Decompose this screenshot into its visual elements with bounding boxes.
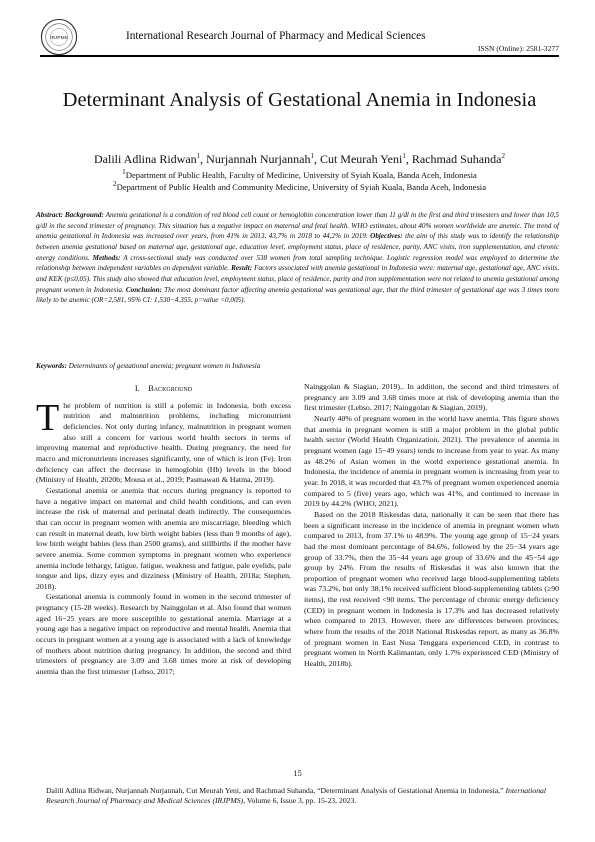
journal-logo [40,18,78,56]
paragraph: Based on the 2018 Riskesdas data, nationally it can be seen that there has been a significant increase in the incidence of anemia in pregnant women when compared to 2013, from 37.1% to 48.9%. The young age group of 15−24 years had the most dominant percentage of 84.6%, followed by the 25−34 years age group of 33.7%, then the 35−44 years age group of 33.6% and the 45−54 age group by 24%. From the results of Riskesdas it was also known that the proportion of pregnant women who received large blood-supplementing tablets was 73.2%, but only 38.1% received sufficient blood-supplementing tablets (≥90 items), the rest received <90 items. The percentage of chronic energy deficiency (CED) in pregnant women in Indonesia is 17.3% and has decreased relatively when compared to 2013. However, there are differences between provinces, where from the results of the 2018 National Riskesdas report, as many as 36.8% of pregnant women in East Nusa Tenggara experienced CED, in contrast to pregnant women in North Kalimantan, only 1.7% experienced CED (Ministry of Health, 2018b). [304,509,559,669]
dropcap: T [36,396,60,439]
abstract-result: Factors associated with anemia gestational in Indonesia were: maternal age, gestational age, ANC visits, and KEK (p≤0,05). This study also showed that education level, employment status, place of residence, parity and iron supplementation were not related to anemia gestational among pregnant women in Indonesia. [36,264,560,294]
left-column [36,380,291,678]
journal-name: International Research Journal of Pharmacy and Medical Sciences [126,30,426,42]
keywords-label: Keywords: [36,362,67,370]
abstract-background: Anemia gestational is a condition of red blood cell count or hemoglobin concentration lower than 11 g/dl in the first and third trimesters and lower than 10,5 g/dl in the second trimester of pregnancy. This situation has a negative impact on maternal and fetal health. WHO estimates, about 40% women worldwide are anemic. The trend of anemia gestational in Indonesia was increased over years, from 41% in 2013, 43,7% in 2018 to 44,2% in 2019. [36,211,559,241]
abstract-conclusion: The most dominant factor affecting anemia gestational was gestational age, that the third trimester of gestational age was 3 times more likely to be anemic (OR=2,581, 95% CI: 1,530−4.355, p=value <0,005). [36,285,560,305]
affiliation-1 [40,168,559,180]
author-sup: 1 [402,152,406,160]
issn: ISSN (Online): 2581-3277 [478,44,559,53]
page-number: 15 [293,768,302,778]
result-label: Result: [231,264,253,273]
author-sup: 1 [196,152,201,160]
author-list: Dalili Adlina Ridwan$^1$, Nurjannah Nurjannah$^1$, Cut Meurah Yeni$^1$, Rachmad Suhanda$^2$ [94,152,505,166]
author-name: Nurjannah Nurjannah [206,152,311,166]
paper-title: Determinant Analysis of Gestational Anemia in Indonesia [62,89,537,111]
paragraph: Nainggolan & Siagian, 2019).. In addition, the second and third trimesters of pregnancy are 3.09 and 3.68 times more at risk of developing anemia than the first trimester (Lebso, 2017; Nainggolan & Siagian, 2019). [304,382,559,413]
author-name: Dalili Adlina Ridwan [94,152,197,166]
affiliation-2 [40,180,559,192]
author-sup: 2 [501,152,505,160]
section-heading: I. Background [134,384,193,393]
conclusion-label: Conclusion: [125,285,162,294]
abstract-methods: A cross-sectional study was conducted over 538 women from total sampling technique. Logistic regression model was employed to determine the relationship between independent variables on dependent variable. [36,253,560,273]
affiliation-text: Department of Public Health and Community Medicine, University of Syiah Kuala, Banda Aceh, Indonesia [116,181,487,192]
author-name: Cut Meurah Yeni [319,152,403,166]
paragraph [36,396,291,486]
abstract-label: Abstract: Background: [36,211,104,219]
paragraph: Gestational anemia is commonly found in women in the second trimester of pregnancy (15-28 weeks). Research by Nainggolan et al. Also found that women aged 16−25 years are more susceptible to gestational anemia. Marriage at a young age has a negative impact on reproductive and mental health. Anemia that occurs in pregnant women at a young age is associated with a lack of knowledge of mothers about nutrition during pregnancy. In addition, the second and third trimesters of pregnancy are 3.09 and 3.68 times more at risk of developing anemia than the first trimester (Lebso, 2017; [36,592,291,677]
header-rule [40,55,559,57]
right-column [304,382,559,670]
paragraph-text: he problem of nutrition is still a polemic in Indonesia, both excess nutrition and malnutrition problems, including micronutrient deficiencies. Not only during infancy, malnutrition in pregnant women also still a concern for various world health sectors in terms of improving maternal and reproductive health. During pregnancy, the need for macro and micronutrients increases significantly, one of which is iron (Fe). Iron deficiency can affect the decrease in hemoglobin (Hb) levels in the blood (Ministry of Health, 2020b; Mousa et al., 2019; Pasmawati & Hatma, 2019). [36,400,291,485]
abstract [36,210,559,306]
affiliation-sup: 1 [122,168,126,176]
methods-label: Methods: [92,253,121,262]
citation-journal: International Research Journal of Pharmacy and Medical Sciences (IRJPMS) [46,786,547,806]
svg-text:IRJPMS: IRJPMS [50,35,68,41]
citation-tail: , Volume 6, Issue 3, pp. 15-23, 2023. [243,796,357,806]
keywords [36,362,559,370]
paragraph: Gestational anemia or anemia that occurs during pregnancy is reported to have a negative impact on maternal and child health conditions, and can even increase the risk of maternal and perinatal death indirectly. The consequences that can occur in pregnant women with anemia are miscarriage, bleeding which can result in maternal death, low birth weight babies (less than 9 months of age), low birth weight babies (less than 2500 grams), and stillbirths if the mother have severe anemia. Some common symptoms in pregnant women who experience anemia include lethargy, fatigue, fatigue, weakness and fatigue, pale eyelids, pale tongue and lips, dizzy eyes and dizziness (Ministry of Health, 2018a; Stephen, 2018). [36,485,291,591]
objectives-label: Objectives: [370,232,403,241]
abstract-objectives: the aim of this study was to identify the relationship between anemia gestational based on maternal age, gestational age, education level, employment status, place of residence, parity, ANC visits, iron supplementation, and chronic energy conditions. [36,232,559,262]
affiliation-sup: 2 [112,180,117,188]
citation [46,786,555,807]
affiliation-text: Department of Public Health, Faculty of Medicine, University of Syiah Kuala, Banda Aceh, Indonesia [125,169,477,180]
citation-authors: Dalili Adlina Ridwan, Nurjannah Nurjannah, Cut Meurah Yeni, and Rachmad Suhanda, “Determinant Analysis of Gestational Anemia in Indonesia,” [46,786,504,795]
paragraph: Nearly 40% of pregnant women in the world have anemia. This figure shows that anemia in pregnant women is still a major problem in the global public health sector (World Health Organization, 2021). The prevalence of anemia in pregnant women (age 15−49 years) tends to increase from year to year. As many as 48.2% of Asian women in the world experience gestational anemia. In Indonesia, the incidence of anemia in pregnant women is increasing from year to year. In 2018, it was recorded that 43.7% of pregnant women experienced anemia compared to 5 (five) years ago, which was 41%, and continued to increase in 2019 by 44.2% (WHO, 2021). [304,413,559,509]
keywords-text: Determinants of gestational anemia; pregnant women in Indonesia [68,362,261,370]
author-name: Rachmad Suhanda [411,152,502,166]
author-sup: 1 [310,152,314,160]
